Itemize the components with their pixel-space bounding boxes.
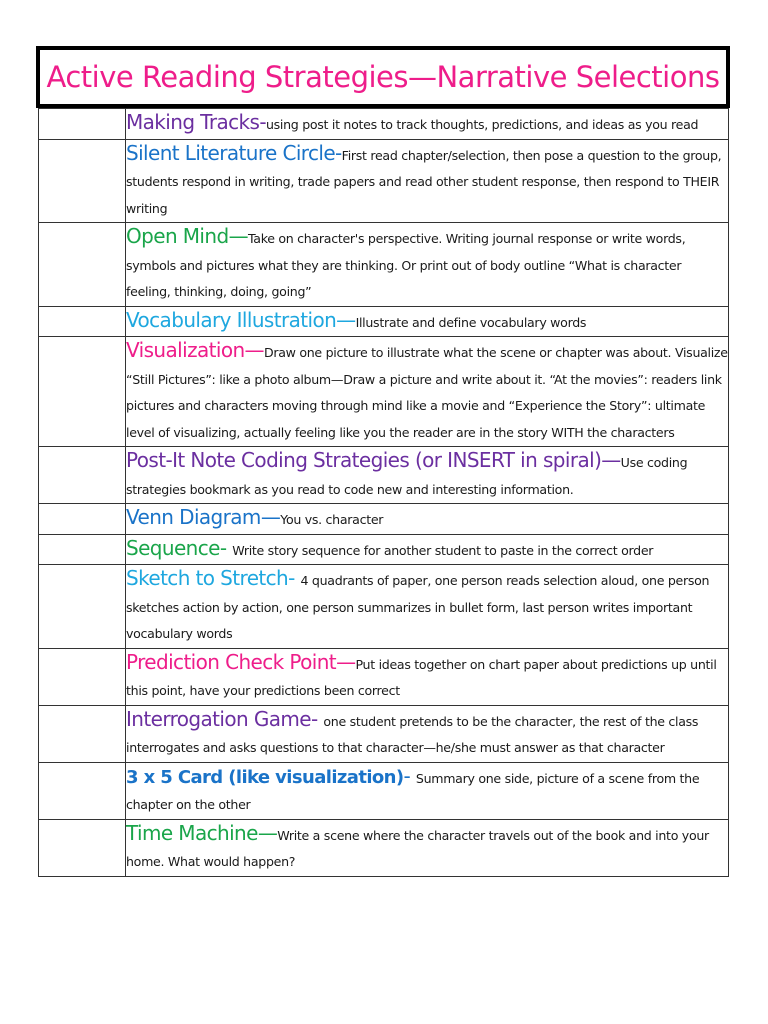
strategy-separator: - — [403, 763, 416, 788]
strategy-separator: — — [336, 307, 356, 332]
strategy-separator: — — [260, 505, 281, 529]
strategy-content-cell — [126, 223, 729, 307]
strategy-name: Making Tracks — [126, 110, 260, 134]
strategy-description: Illustrate and define vocabulary words — [355, 314, 587, 330]
strategy-content-cell — [126, 337, 729, 447]
strategy-description: You vs. character — [280, 512, 384, 527]
checkbox-cell — [39, 762, 126, 819]
strategy-description: First read chapter/selection, then pose a question to the group, students respond in writing, trade papers and read other student response, then respond to THEIR writing — [126, 147, 722, 216]
checkbox-cell — [39, 306, 126, 337]
checkbox-cell — [39, 109, 126, 140]
strategy-description: Use coding strategies bookmark as you read to code new and interesting information. — [126, 455, 688, 497]
checkbox-cell — [39, 648, 126, 705]
strategy-separator: - — [310, 706, 324, 731]
checkbox-cell — [39, 447, 126, 504]
checkbox-cell — [39, 534, 126, 565]
strategy-description: 4 quadrants of paper, one person reads selection aloud, one person sketches action by action, one person summarizes in bullet form, last person writes important vocabulary words — [126, 573, 710, 641]
strategy-separator: - — [259, 110, 266, 134]
strategy-content-cell — [126, 565, 729, 649]
strategy-content-cell — [126, 447, 729, 504]
strategy-description: Draw one picture to illustrate what the scene or chapter was about. Visualize “Still Pictures”: like a photo album—Draw a picture and write about it. “At the movies”: readers link pictures and characters moving through mind like a movie and “Experience the Story”: ultimate level of visualizing, actually feeling like you the reader are in the story WITH the characters — [126, 345, 728, 440]
checkbox-cell — [39, 819, 126, 876]
strategy-row — [39, 819, 729, 876]
checkbox-cell — [39, 565, 126, 649]
strategy-content-cell — [126, 139, 729, 223]
strategy-name: Visualization — [126, 338, 245, 362]
strategy-row — [39, 534, 729, 565]
strategy-row — [39, 306, 729, 337]
checkbox-cell — [39, 337, 126, 447]
strategy-separator: — — [336, 649, 356, 674]
strategy-row — [39, 565, 729, 649]
strategy-name: Venn Diagram — [126, 505, 261, 529]
strategy-description: Write story sequence for another student to paste in the correct order — [232, 542, 654, 558]
strategy-row — [39, 648, 729, 705]
strategy-name: Sequence — [126, 535, 220, 560]
checkbox-cell — [39, 705, 126, 762]
strategy-separator: — — [601, 448, 621, 472]
strategy-name: Time Machine — [126, 820, 258, 845]
checkbox-cell — [39, 139, 126, 223]
strategy-row — [39, 762, 729, 819]
strategy-name: Sketch to Stretch — [126, 566, 289, 590]
strategy-content-cell — [126, 648, 729, 705]
strategy-content-cell — [126, 819, 729, 876]
strategy-content-cell — [126, 504, 729, 535]
strategy-row — [39, 139, 729, 223]
page-title: Active Reading Strategies—Narrative Selections — [46, 59, 720, 94]
strategy-separator: - — [288, 566, 301, 590]
strategy-separator: - — [335, 140, 342, 165]
strategy-description: Take on character's perspective. Writing journal response or write words, symbols and pictures what they are thinking. Or print out of body outline “What is character feeling, thinking, doing, going” — [126, 231, 686, 299]
strategy-row — [39, 223, 729, 307]
strategy-row — [39, 447, 729, 504]
strategy-description: using post it notes to track thoughts, predictions, and ideas as you read — [265, 117, 699, 132]
strategy-name: Interrogation Game — [126, 706, 311, 731]
strategy-name: Silent Literature Circle — [126, 140, 336, 165]
strategy-name: Prediction Check Point — [126, 649, 337, 674]
strategy-name: Vocabulary Illustration — [126, 307, 337, 332]
strategy-name: Post-It Note Coding Strategies (or INSERT in spiral) — [126, 448, 602, 472]
strategy-name: 3 x 5 Card (like visualization) — [126, 766, 404, 788]
strategy-content-cell — [126, 762, 729, 819]
checkbox-cell — [39, 504, 126, 535]
strategies-table — [38, 108, 729, 877]
strategy-row — [39, 504, 729, 535]
strategy-row — [39, 109, 729, 140]
strategy-description: Write a scene where the character travels out of the book and into your home. What would happen? — [126, 827, 709, 869]
strategy-content-cell — [126, 705, 729, 762]
strategy-separator: — — [228, 224, 248, 248]
strategy-content-cell — [126, 109, 729, 140]
strategy-content-cell — [126, 306, 729, 337]
strategy-description: Summary one side, picture of a scene from the chapter on the other — [126, 770, 700, 812]
strategy-separator: — — [244, 338, 264, 362]
strategy-name: Open Mind — [126, 224, 229, 248]
strategy-separator: — — [257, 820, 278, 845]
strategy-row — [39, 337, 729, 447]
strategy-description: one student pretends to be the character, the rest of the class interrogates and asks questions to that character—he/she must answer as that character — [126, 713, 699, 755]
title-box — [36, 46, 730, 108]
strategy-description: Put ideas together on chart paper about predictions up until this point, have your predictions been correct — [126, 656, 717, 698]
strategy-separator: - — [219, 535, 233, 560]
strategy-content-cell — [126, 534, 729, 565]
strategy-row — [39, 705, 729, 762]
checkbox-cell — [39, 223, 126, 307]
